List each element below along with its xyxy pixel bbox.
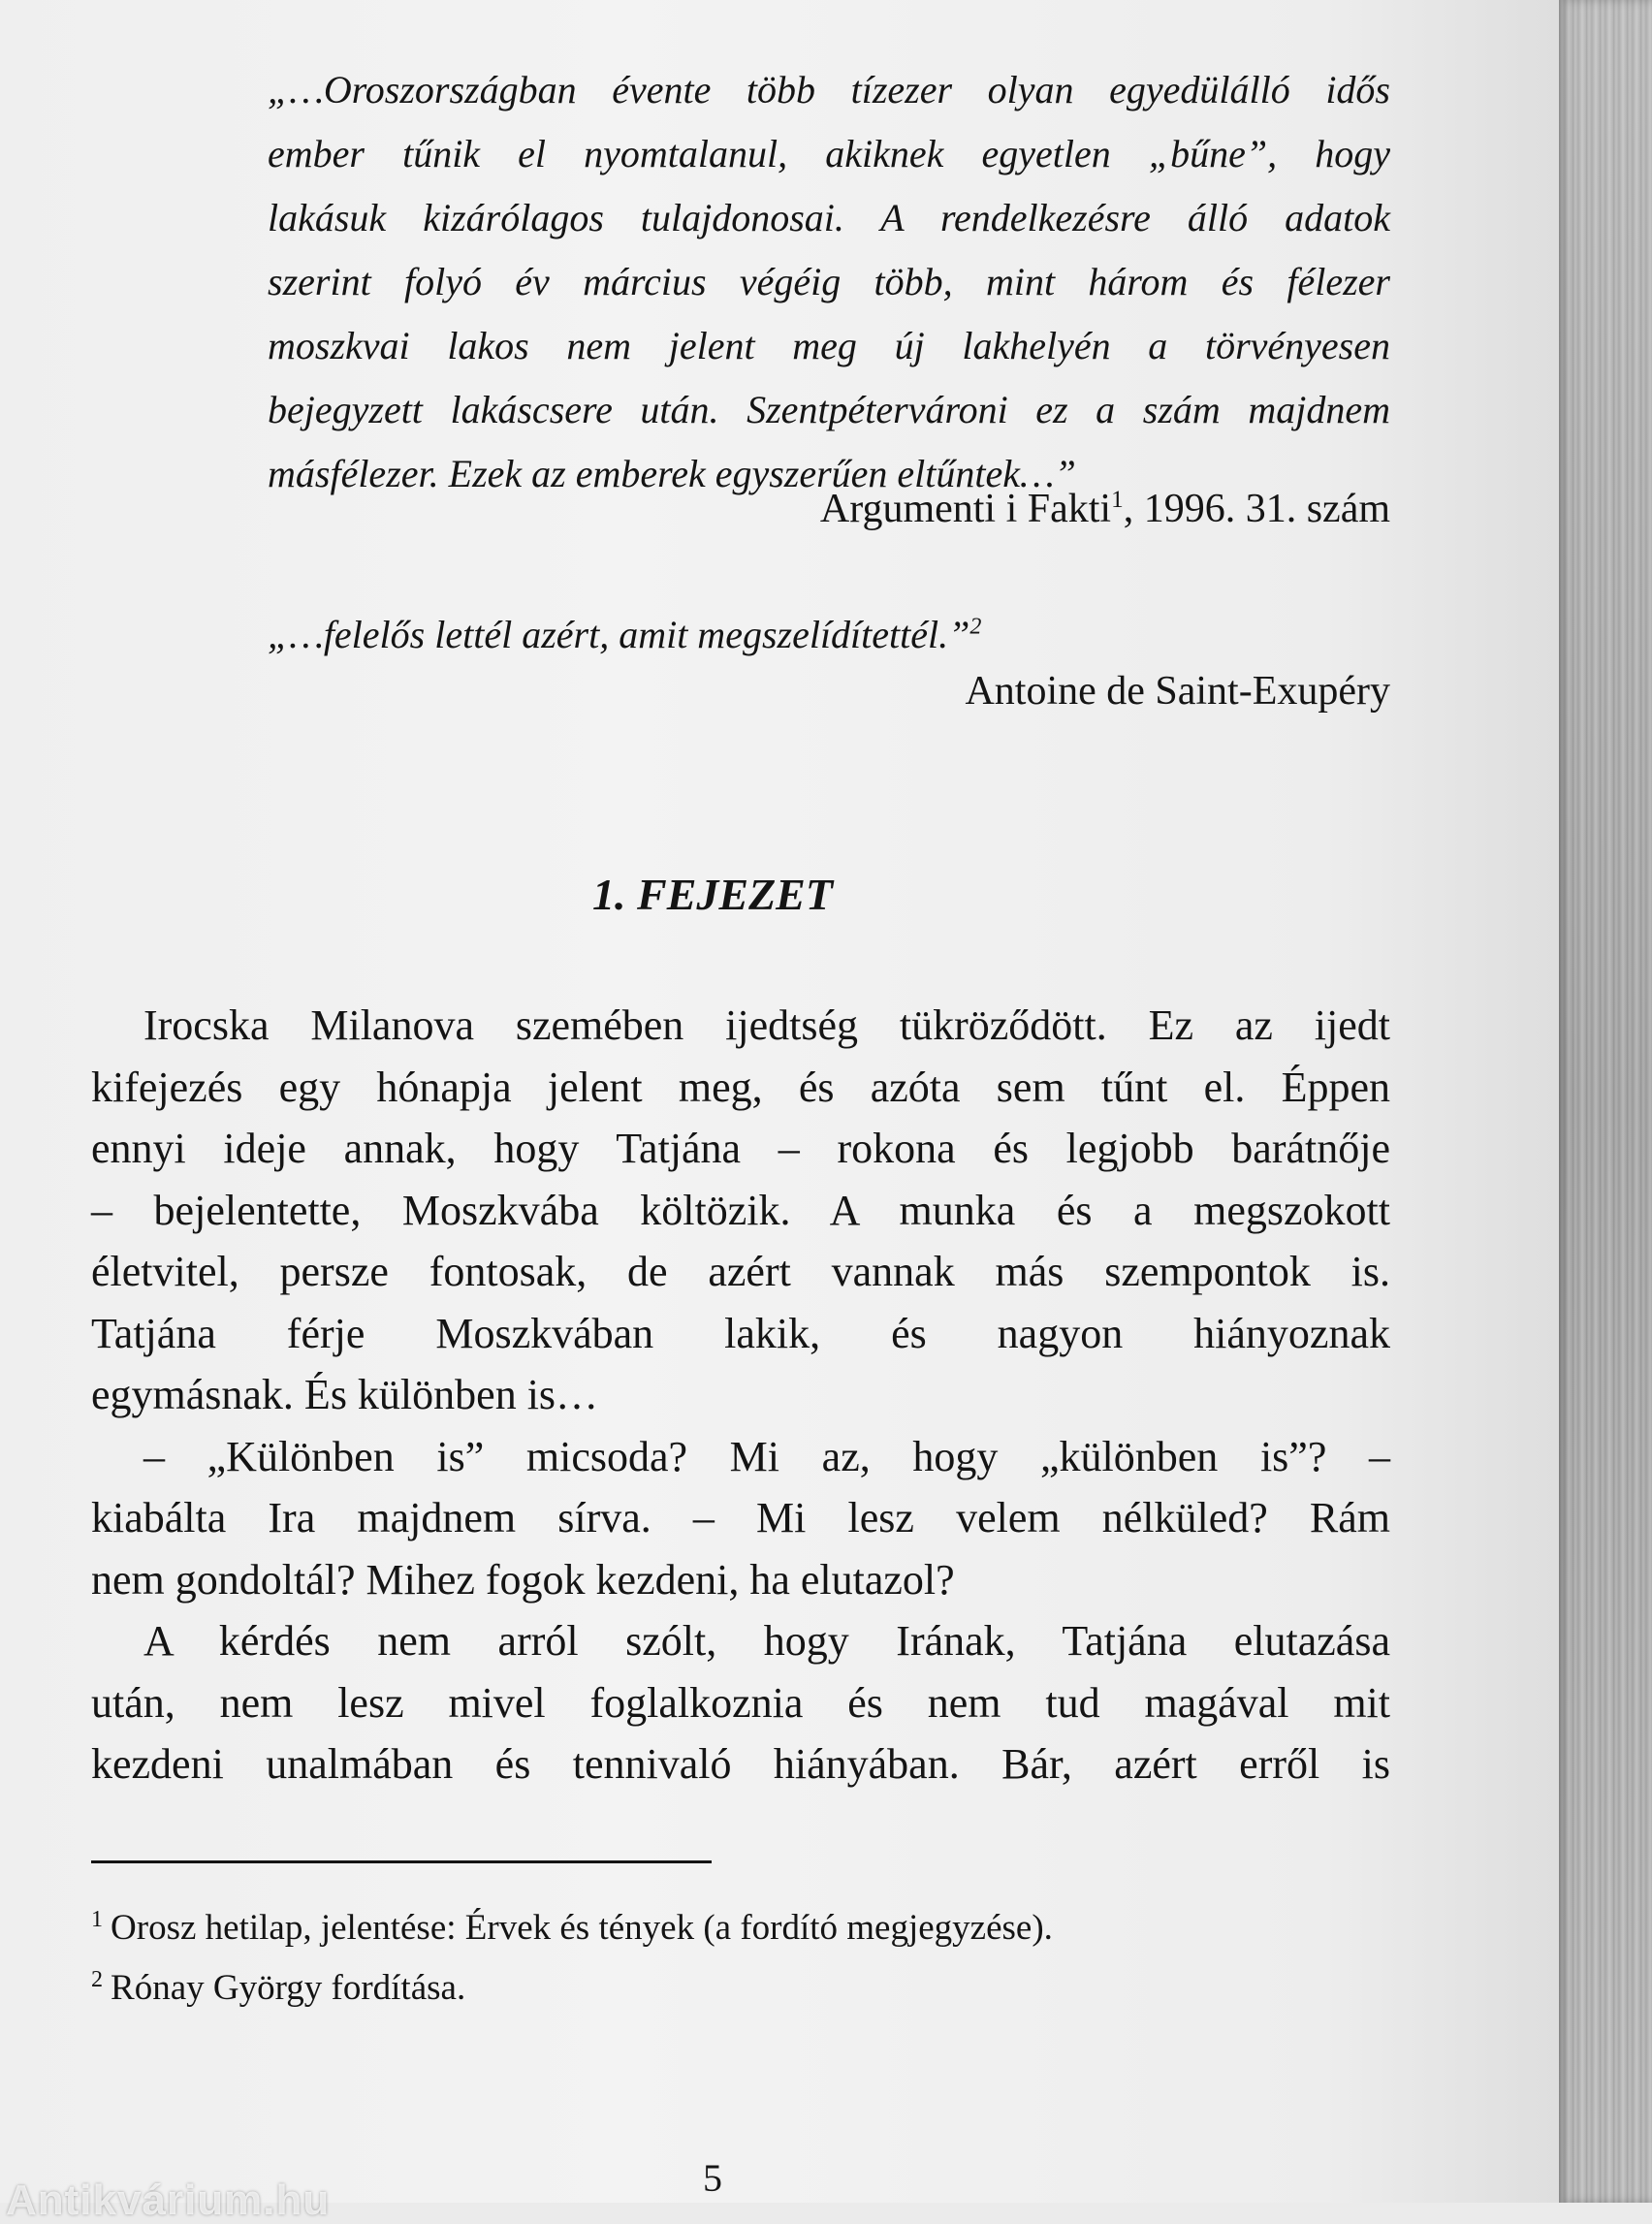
footnote-divider xyxy=(91,1860,712,1863)
body-text xyxy=(91,995,1390,1795)
body-line: kiabálta Ira majdnem sírva. – Mi lesz velem nélküled? Rám xyxy=(91,1494,1390,1541)
footnote-ref-2[interactable]: 2 xyxy=(969,614,982,640)
second-epigraph-text: „…felelős lettél azért, amit megszelídítettél.” xyxy=(268,613,970,656)
epigraph-line: ember tűnik el nyomtalanul, akiknek egyetlen „bűne”, hogy xyxy=(268,132,1390,175)
watermark: Antikvárium.hu xyxy=(6,2176,331,2224)
body-line: nem gondoltál? Mihez fogok kezdeni, ha elutazol? xyxy=(91,1555,955,1604)
body-line: A kérdés nem arról szólt, hogy Irának, Tatjána elutazása xyxy=(143,1617,1390,1665)
chapter-heading: 1. FEJEZET xyxy=(592,870,833,919)
epigraph-quote xyxy=(268,58,1390,506)
second-epigraph xyxy=(268,603,1390,667)
body-line: egymásnak. És különben is… xyxy=(91,1371,599,1418)
epigraph-line: másfélezer. Ezek az emberek egyszerűen eltűntek…” xyxy=(268,452,1076,495)
epigraph-attribution xyxy=(268,477,1390,541)
body-line: kezdeni unalmában és tennivaló hiányában. Bár, azért erről is xyxy=(91,1740,1390,1788)
footnote-text: Rónay György fordítása. xyxy=(111,1968,466,2008)
epigraph-line: moszkvai lakos nem jelent meg új lakhelyén a törvényesen xyxy=(268,324,1390,367)
attribution-details: , 1996. 31. szám xyxy=(1123,487,1390,531)
page-number: 5 xyxy=(703,2156,722,2200)
attribution-source: Argumenti i Fakti xyxy=(819,487,1112,531)
footnote-mark: 1 xyxy=(91,1906,104,1932)
second-epigraph-attribution: Antoine de Saint-Exupéry xyxy=(965,669,1390,714)
body-line: kifejezés egy hónapja jelent meg, és azóta sem tűnt el. Éppen xyxy=(91,1063,1390,1111)
footnote-ref-1[interactable]: 1 xyxy=(1111,487,1124,513)
body-line: ennyi ideje annak, hogy Tatjána – rokona és legjobb barátnője xyxy=(91,1125,1390,1172)
body-line: – „Különben is” micsoda? Mi az, hogy „különben is”? – xyxy=(143,1432,1390,1480)
epigraph-line: lakásuk kizárólagos tulajdonosai. A rendelkezésre álló adatok xyxy=(268,196,1390,239)
body-line: életvitel, persze fontosak, de azért vannak más szempontok is. xyxy=(91,1248,1390,1295)
epigraph-line: bejegyzett lakáscsere után. Szentpétervároni ez a szám majdnem xyxy=(268,388,1390,431)
epigraph-line: „…Oroszországban évente több tízezer olyan egyedülálló idős xyxy=(268,68,1390,111)
footnote-mark: 2 xyxy=(91,1966,104,1992)
footnotes xyxy=(91,1898,1390,2018)
body-line: – bejelentette, Moszkvába költözik. A munka és a megszokott xyxy=(91,1186,1390,1234)
body-line: után, nem lesz mivel foglalkoznia és nem tud magával mit xyxy=(91,1678,1390,1727)
footnote-2 xyxy=(91,1958,1390,2018)
body-line: Tatjána férje Moszkvában lakik, és nagyon hiányoznak xyxy=(91,1309,1390,1357)
epigraph-line: szerint folyó év március végéig több, mint három és félezer xyxy=(268,260,1390,303)
footnote-1 xyxy=(91,1898,1390,1958)
footnote-text: Orosz hetilap, jelentése: Érvek és tények (a fordító megjegyzése). xyxy=(111,1908,1053,1948)
body-line: Irocska Milanova szemében ijedtség tükröződött. Ez az ijedt xyxy=(143,1001,1390,1049)
page-stack-shade xyxy=(1559,0,1652,2203)
